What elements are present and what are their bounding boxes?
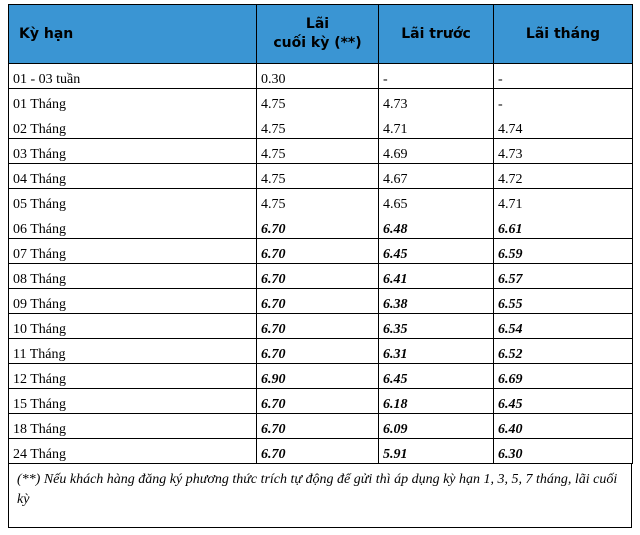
advance-rate-cell: 6.18 (379, 389, 494, 414)
end-rate-cell: 6.70 (257, 314, 379, 339)
term-cell: 01 - 03 tuần (9, 64, 257, 89)
term-cell: 12 Tháng (9, 364, 257, 389)
monthly-rate-cell: 6.55 (494, 289, 633, 314)
term-cell: 02 Tháng (9, 114, 257, 139)
end-rate-cell: 4.75 (257, 114, 379, 139)
monthly-rate-cell: 6.61 (494, 214, 633, 239)
table-row (9, 289, 633, 314)
table-row (9, 439, 633, 464)
advance-rate-cell: 6.45 (379, 364, 494, 389)
interest-rate-table (8, 4, 633, 464)
end-rate-cell: 4.75 (257, 189, 379, 214)
term-cell: 08 Tháng (9, 264, 257, 289)
table-row (9, 314, 633, 339)
header-advance: Lãi trước (379, 5, 494, 64)
advance-rate-cell: 6.09 (379, 414, 494, 439)
advance-rate-cell: 4.65 (379, 189, 494, 214)
interest-rate-sheet (8, 4, 632, 528)
term-cell: 15 Tháng (9, 389, 257, 414)
term-cell: 10 Tháng (9, 314, 257, 339)
end-rate-cell: 4.75 (257, 139, 379, 164)
end-rate-cell: 6.70 (257, 264, 379, 289)
table-row (9, 64, 633, 89)
header-end-line2: cuối kỳ (**) (273, 35, 362, 51)
table-row (9, 89, 633, 114)
monthly-rate-cell: 4.74 (494, 114, 633, 139)
end-rate-cell: 6.90 (257, 364, 379, 389)
end-rate-cell: 6.70 (257, 389, 379, 414)
monthly-rate-cell: 6.69 (494, 364, 633, 389)
advance-rate-cell: - (379, 64, 494, 89)
header-row (9, 5, 633, 64)
header-end-of-term (257, 5, 379, 64)
table-row (9, 164, 633, 189)
monthly-rate-cell: 4.71 (494, 189, 633, 214)
end-rate-cell: 6.70 (257, 214, 379, 239)
monthly-rate-cell: 6.30 (494, 439, 633, 464)
table-header (9, 5, 633, 64)
term-cell: 24 Tháng (9, 439, 257, 464)
monthly-rate-cell: 6.57 (494, 264, 633, 289)
table-row (9, 414, 633, 439)
term-cell: 06 Tháng (9, 214, 257, 239)
end-rate-cell: 4.75 (257, 164, 379, 189)
end-rate-cell: 6.70 (257, 289, 379, 314)
header-term: Kỳ hạn (9, 5, 257, 64)
advance-rate-cell: 4.71 (379, 114, 494, 139)
table-row (9, 339, 633, 364)
advance-rate-cell: 4.73 (379, 89, 494, 114)
monthly-rate-cell: 6.52 (494, 339, 633, 364)
table-row (9, 139, 633, 164)
monthly-rate-cell: 4.73 (494, 139, 633, 164)
term-cell: 01 Tháng (9, 89, 257, 114)
end-rate-cell: 4.75 (257, 89, 379, 114)
monthly-rate-cell: 6.59 (494, 239, 633, 264)
term-cell: 04 Tháng (9, 164, 257, 189)
advance-rate-cell: 6.48 (379, 214, 494, 239)
table-row (9, 364, 633, 389)
advance-rate-cell: 5.91 (379, 439, 494, 464)
advance-rate-cell: 6.31 (379, 339, 494, 364)
end-rate-cell: 6.70 (257, 439, 379, 464)
advance-rate-cell: 6.38 (379, 289, 494, 314)
monthly-rate-cell: 6.54 (494, 314, 633, 339)
monthly-rate-cell: - (494, 89, 633, 114)
end-rate-cell: 6.70 (257, 414, 379, 439)
end-rate-cell: 6.70 (257, 339, 379, 364)
table-row (9, 114, 633, 139)
advance-rate-cell: 4.69 (379, 139, 494, 164)
table-row (9, 389, 633, 414)
term-cell: 09 Tháng (9, 289, 257, 314)
term-cell: 03 Tháng (9, 139, 257, 164)
term-cell: 07 Tháng (9, 239, 257, 264)
advance-rate-cell: 6.45 (379, 239, 494, 264)
table-row (9, 239, 633, 264)
monthly-rate-cell: - (494, 64, 633, 89)
table-row (9, 264, 633, 289)
table-row (9, 214, 633, 239)
table-row (9, 189, 633, 214)
advance-rate-cell: 6.35 (379, 314, 494, 339)
monthly-rate-cell: 4.72 (494, 164, 633, 189)
term-cell: 05 Tháng (9, 189, 257, 214)
header-end-line1: Lãi (305, 16, 330, 32)
monthly-rate-cell: 6.40 (494, 414, 633, 439)
advance-rate-cell: 6.41 (379, 264, 494, 289)
term-cell: 18 Tháng (9, 414, 257, 439)
end-rate-cell: 6.70 (257, 239, 379, 264)
advance-rate-cell: 4.67 (379, 164, 494, 189)
header-monthly: Lãi tháng (494, 5, 633, 64)
end-rate-cell: 0.30 (257, 64, 379, 89)
monthly-rate-cell: 6.45 (494, 389, 633, 414)
footnote: (**) Nếu khách hàng đăng ký phương thức trích tự động để gửi thì áp dụng kỳ hạn 1, 3, 5, 7 tháng, lãi cuối kỳ (8, 464, 632, 528)
table-body (9, 64, 633, 464)
term-cell: 11 Tháng (9, 339, 257, 364)
